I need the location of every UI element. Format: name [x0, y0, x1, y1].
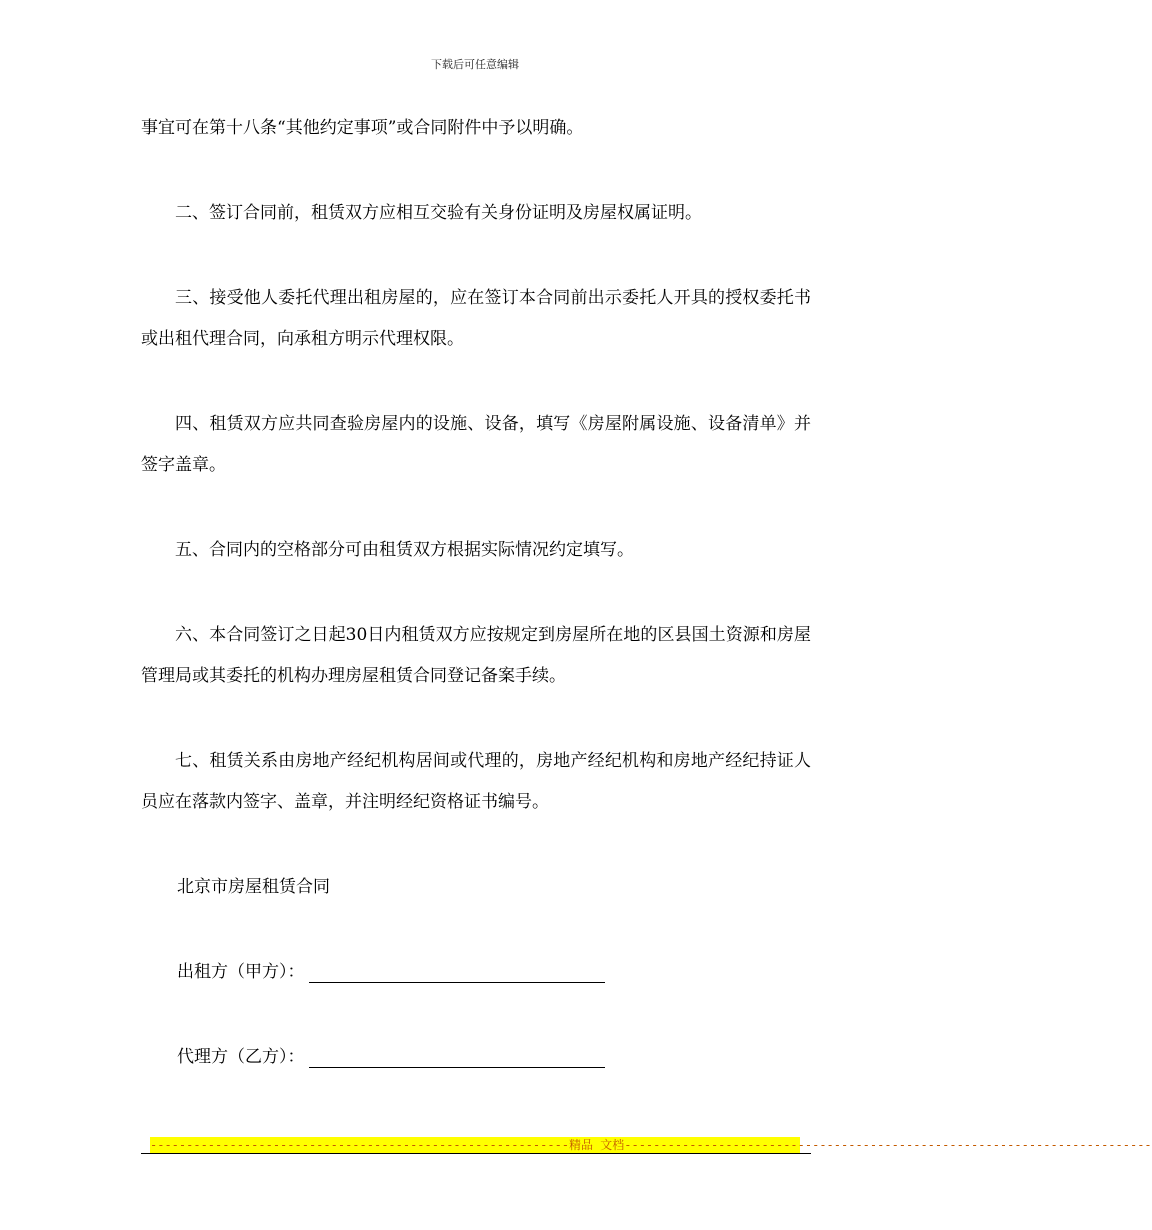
agent-label: 代理方（乙方）：: [177, 1047, 305, 1067]
lessor-label: 出租方（甲方）：: [177, 962, 305, 982]
lessor-blank-line[interactable]: [309, 962, 605, 983]
page-header: 下载后可任意编辑: [431, 58, 519, 71]
document-body: [141, 108, 811, 1078]
paragraph-item-2: 二、签订合同前，租赁双方应相互交验有关身份证明及房屋权属证明。: [175, 203, 702, 223]
paragraph-continuation: 事宜可在第十八条“其他约定事项”或合同附件中予以明确。: [141, 118, 584, 138]
paragraph-item-4: 四、租赁双方应共同查验房屋内的设施、设备，填写《房屋附属设施、设备清单》并签字盖章。: [141, 414, 811, 475]
agent-blank-line[interactable]: [309, 1047, 605, 1068]
agent-field: [141, 1037, 811, 1078]
footer-divider: [141, 1153, 811, 1154]
lessor-field: [141, 952, 811, 993]
contract-title: 北京市房屋租赁合同: [177, 877, 330, 897]
paragraph-item-5: 五、合同内的空格部分可由租赁双方根据实际情况约定填写。: [175, 540, 634, 560]
paragraph-item-7: 七、租赁关系由房地产经纪机构居间或代理的，房地产经纪机构和房地产经纪持证人员应在落款内签字、盖章，并注明经纪资格证书编号。: [141, 751, 811, 812]
footer-banner: ----------------------------------------------------------精品 文档-------------------------------------------------------------------------: [150, 1138, 1152, 1152]
paragraph-item-3: 三、接受他人委托代理出租房屋的，应在签订本合同前出示委托人开具的授权委托书或出租代理合同，向承租方明示代理权限。: [141, 288, 811, 349]
paragraph-item-6: 六、本合同签订之日起30日内租赁双方应按规定到房屋所在地的区县国土资源和房屋管理局或其委托的机构办理房屋租赁合同登记备案手续。: [141, 625, 811, 686]
